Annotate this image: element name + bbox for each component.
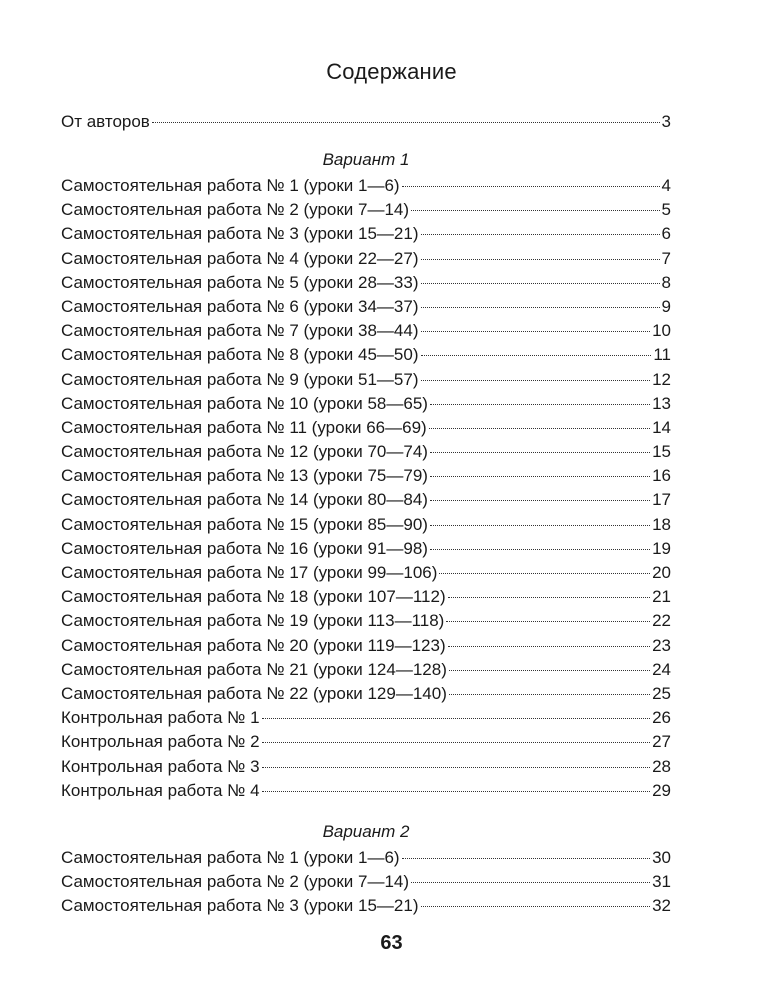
toc-entry-page: 16	[652, 466, 671, 486]
toc-entry-page: 12	[652, 369, 671, 389]
toc-entry-page: 19	[652, 538, 671, 558]
toc-entry-page: 3	[661, 112, 671, 131]
toc-entry-page: 7	[661, 248, 671, 268]
toc-entry[interactable]	[61, 779, 671, 803]
toc-entry[interactable]	[61, 343, 671, 367]
toc-entry[interactable]	[61, 319, 671, 343]
toc-entry[interactable]	[61, 537, 671, 561]
dot-leader	[262, 791, 651, 792]
toc-entry[interactable]	[61, 416, 671, 440]
dot-leader	[429, 428, 650, 429]
toc-entry-label: Самостоятельная работа № 5 (уроки 28—33)	[61, 272, 419, 292]
toc-entry-page: 10	[652, 321, 671, 341]
toc-entry-page: 4	[661, 176, 671, 195]
toc-entry[interactable]	[61, 609, 671, 633]
toc-entry-label: Контрольная работа № 3	[61, 756, 260, 776]
toc-variant-2	[61, 818, 671, 919]
toc-entry-label: Самостоятельная работа № 21 (уроки 124—128)	[61, 659, 447, 679]
dot-leader	[430, 525, 650, 526]
toc-entry-page: 8	[661, 272, 671, 292]
dot-leader	[402, 858, 650, 859]
dot-leader	[430, 404, 650, 405]
toc-entry-page: 25	[652, 683, 671, 703]
toc-entry[interactable]	[61, 513, 671, 537]
toc-entry[interactable]	[61, 440, 671, 464]
toc-entry-label: Самостоятельная работа № 9 (уроки 51—57)	[61, 369, 419, 389]
dot-leader	[421, 906, 651, 907]
toc-entry[interactable]	[61, 658, 671, 682]
toc-entry[interactable]	[61, 488, 671, 512]
toc-entry-page: 15	[652, 442, 671, 462]
toc-entry-page: 21	[652, 587, 671, 607]
toc-entry-label: Самостоятельная работа № 16 (уроки 91—98)	[61, 538, 428, 558]
dot-leader	[411, 210, 659, 211]
toc-entry-label: Самостоятельная работа № 19 (уроки 113—118)	[61, 611, 445, 631]
toc-list	[61, 174, 671, 803]
toc-entry-label: Самостоятельная работа № 4 (уроки 22—27)	[61, 248, 419, 268]
toc-entry[interactable]	[61, 110, 671, 134]
toc-entry-label: Самостоятельная работа № 11 (уроки 66—69)	[61, 417, 427, 437]
toc-entry-label: Самостоятельная работа № 10 (уроки 58—65)	[61, 393, 428, 413]
toc-entry[interactable]	[61, 561, 671, 585]
toc-entry-label: Самостоятельная работа № 8 (уроки 45—50)	[61, 345, 419, 365]
toc-entry-label: Контрольная работа № 1	[61, 708, 260, 728]
toc-entry[interactable]	[61, 846, 671, 870]
toc-entry-page: 14	[652, 417, 671, 437]
dot-leader	[430, 452, 650, 453]
dot-leader	[402, 186, 660, 187]
toc-entry[interactable]	[61, 634, 671, 658]
toc-entry-page: 27	[652, 732, 671, 752]
dot-leader	[448, 597, 650, 598]
toc-entry[interactable]	[61, 464, 671, 488]
toc-entry[interactable]	[61, 368, 671, 392]
dot-leader	[421, 234, 660, 235]
dot-leader	[421, 259, 660, 260]
toc-entry-label: Контрольная работа № 4	[61, 780, 260, 800]
dot-leader	[448, 646, 650, 647]
dot-leader	[421, 331, 651, 332]
variant-heading: Вариант 2	[322, 822, 410, 841]
toc-entry-page: 6	[661, 224, 671, 244]
toc-entry-label: Самостоятельная работа № 14 (уроки 80—84)	[61, 490, 428, 510]
toc-entry-page: 22	[652, 611, 671, 631]
toc-entry-label: Самостоятельная работа № 15 (уроки 85—90)	[61, 514, 428, 534]
toc-entry[interactable]	[61, 585, 671, 609]
toc-entry[interactable]	[61, 247, 671, 271]
dot-leader	[430, 549, 650, 550]
toc-entry-label: От авторов	[61, 112, 150, 131]
variant-heading: Вариант 1	[322, 150, 410, 169]
dot-leader	[439, 573, 650, 574]
toc-entry[interactable]	[61, 392, 671, 416]
toc-entry-label: Самостоятельная работа № 1 (уроки 1—6)	[61, 176, 400, 195]
toc-entry-page: 32	[652, 896, 671, 916]
toc-entry-label: Самостоятельная работа № 12 (уроки 70—74)	[61, 442, 428, 462]
toc-entry[interactable]	[61, 706, 671, 730]
toc-entry-label: Самостоятельная работа № 2 (уроки 7—14)	[61, 872, 410, 892]
toc-list	[61, 846, 671, 919]
toc-entry-page: 24	[652, 659, 671, 679]
toc-entry-page: 23	[652, 635, 671, 655]
toc-entry-label: Самостоятельная работа № 17 (уроки 99—106)	[61, 563, 438, 582]
dot-leader	[421, 283, 660, 284]
toc-intro	[61, 110, 671, 134]
toc-entry[interactable]	[61, 295, 671, 319]
toc-entry[interactable]	[61, 894, 671, 918]
toc-entry-label: Контрольная работа № 2	[61, 732, 260, 752]
dot-leader	[430, 476, 650, 477]
toc-entry[interactable]	[61, 198, 671, 222]
dot-leader	[262, 742, 651, 743]
toc-entry-page: 17	[652, 490, 671, 510]
toc-entry-label: Самостоятельная работа № 7 (уроки 38—44)	[61, 321, 419, 341]
toc-entry[interactable]	[61, 174, 671, 198]
toc-entry-page: 29	[652, 780, 671, 800]
toc-entry[interactable]	[61, 755, 671, 779]
toc-entry-page: 20	[652, 563, 671, 582]
toc-entry-label: Самостоятельная работа № 6 (уроки 34—37)	[61, 296, 419, 316]
toc-variant-1	[61, 146, 671, 803]
toc-entry-page: 11	[653, 345, 671, 365]
toc-entry-label: Самостоятельная работа № 3 (уроки 15—21)	[61, 224, 419, 244]
toc-entry[interactable]	[61, 271, 671, 295]
toc-entry-page: 26	[652, 708, 671, 728]
toc-entry[interactable]	[61, 682, 671, 706]
dot-leader	[421, 380, 651, 381]
toc-entry-label: Самостоятельная работа № 2 (уроки 7—14)	[61, 200, 410, 220]
toc-entry-page: 9	[661, 296, 671, 316]
page-title: Содержание	[326, 59, 457, 84]
toc-entry-label: Самостоятельная работа № 3 (уроки 15—21)	[61, 896, 419, 916]
toc-entry-label: Самостоятельная работа № 20 (уроки 119—123)	[61, 635, 446, 655]
toc-entry-page: 28	[652, 756, 671, 776]
toc-entry-label: Самостоятельная работа № 1 (уроки 1—6)	[61, 848, 400, 867]
dot-leader	[262, 718, 651, 719]
toc-entry[interactable]	[61, 730, 671, 754]
dot-leader	[152, 122, 660, 123]
toc-entry-label: Самостоятельная работа № 18 (уроки 107—112)	[61, 587, 446, 607]
toc-entry-label: Самостоятельная работа № 22 (уроки 129—140)	[61, 683, 447, 703]
toc-entry-label: Самостоятельная работа № 13 (уроки 75—79)	[61, 466, 428, 486]
toc-entry[interactable]	[61, 222, 671, 246]
dot-leader	[446, 621, 650, 622]
dot-leader	[262, 767, 651, 768]
dot-leader	[449, 670, 650, 671]
dot-leader	[430, 500, 650, 501]
toc-entry[interactable]	[61, 870, 671, 894]
dot-leader	[421, 355, 652, 356]
toc-entry-page: 13	[652, 393, 671, 413]
toc-entry-page: 31	[652, 872, 671, 892]
page-number: 63	[380, 932, 403, 954]
dot-leader	[411, 882, 650, 883]
toc-entry-page: 5	[661, 200, 671, 220]
toc-entry-page: 30	[652, 848, 671, 867]
toc-entry-page: 18	[652, 514, 671, 534]
dot-leader	[449, 694, 650, 695]
dot-leader	[421, 307, 660, 308]
